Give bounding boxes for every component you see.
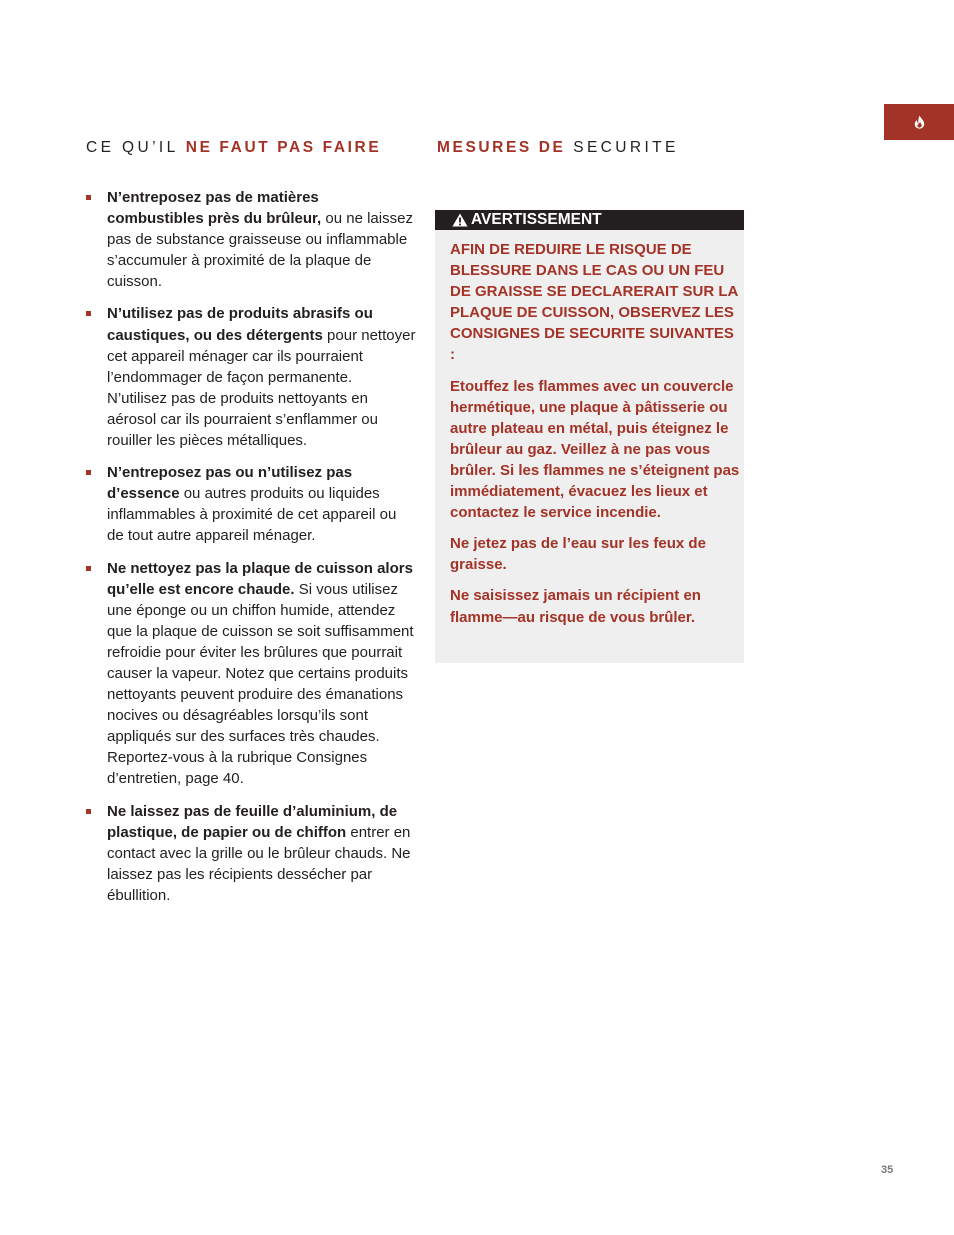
warning-paragraph: Ne saisissez jamais un récipient en flamme—au risque de vous brûler. [450,587,701,626]
item-text: entrer en contact avec la grille ou le brûleur chauds. Ne laissez pas les récipients dessécher par ébullition. [107,823,411,904]
list-item [86,187,416,292]
bullet-icon [86,311,91,316]
warning-triangle-icon [452,213,468,227]
heading-right-emphasis: MESURES DE [437,139,566,156]
bullet-icon [86,566,91,571]
warning-label: AVERTISSEMENT [471,211,602,228]
section-tab [884,104,954,140]
item-bold: N’entreposez pas de matières combustibles près du brûleur, [107,189,322,228]
item-text: ou autres produits ou liquides inflammables à proximité de cet appareil ou de tout autre appareil ménager. [107,485,397,545]
list-item [86,462,416,546]
warning-body [450,239,740,638]
list-item [86,558,416,790]
item-text: ou ne laissez pas de substance graisseuse ou inflammable s’accumuler à proximité de la plaque de cuisson. [107,210,413,291]
list-item [86,801,416,906]
heading-right-plain: SECURITE [565,139,679,156]
flame-icon [914,115,925,129]
list-item [86,303,416,451]
warning-paragraph: AFIN DE REDUIRE LE RISQUE DE BLESSURE DANS LE CAS OU UN FEU DE GRAISSE SE DECLARERAIT SUR LA PLAQUE DE CUISSON, OBSERVEZ LES CONSIGNES DE SECURITE SUIVANTES : [450,241,738,364]
warning-paragraph: Etouffez les flammes avec un couvercle hermétique, une plaque à pâtisserie ou autre plateau en métal, puis éteignez le brûleur au gaz. Veillez à ne pas vous brûler. Si les flammes ne s’éteignent pas immédiatement, évacuez les lieux et contactez le service incendie. [450,377,740,522]
warning-header [435,210,744,230]
heading-left-emphasis: NE FAUT PAS FAIRE [185,139,382,156]
item-text: Si vous utilisez une éponge ou un chiffon humide, attendez que la plaque de cuisson se soit suffisamment refroidie pour éviter les brûlures que pourrait causer la vapeur. Notez que certains produits nettoyants peuvent produire des émanations nocives ou désagréables lorsqu’ils sont appliqués sur des surfaces très chaudes. Reportez-vous à la rubrique Consignes d’entretien, page 40. [107,580,414,788]
page-number: 35 [881,1164,894,1176]
bullet-icon [86,195,91,200]
item-text: pour nettoyer cet appareil ménager car ils pourraient l’endommager de façon permanente. N’utilisez pas de produits nettoyants en aérosol car ils pourraient s’enflammer ou rouiller les pièces métalliques. [107,326,416,450]
item-bold: N’entreposez pas ou n’utilisez pas d’essence [107,464,353,503]
item-bold: N’utilisez pas de produits abrasifs ou caustiques, ou des détergents [107,305,373,344]
bullet-icon [86,470,91,475]
heading-left [86,139,381,157]
dont-list [86,187,416,917]
bullet-icon [86,809,91,814]
heading-left-plain: CE QU’IL [86,139,186,156]
warning-box [435,210,744,663]
warning-paragraph: Ne jetez pas de l’eau sur les feux de graisse. [450,535,706,574]
item-bold: Ne laissez pas de feuille d’aluminium, de plastique, de papier ou de chiffon [107,802,398,841]
heading-right [437,139,679,157]
item-bold: Ne nettoyez pas la plaque de cuisson alors qu’elle est encore chaude. [107,559,413,598]
